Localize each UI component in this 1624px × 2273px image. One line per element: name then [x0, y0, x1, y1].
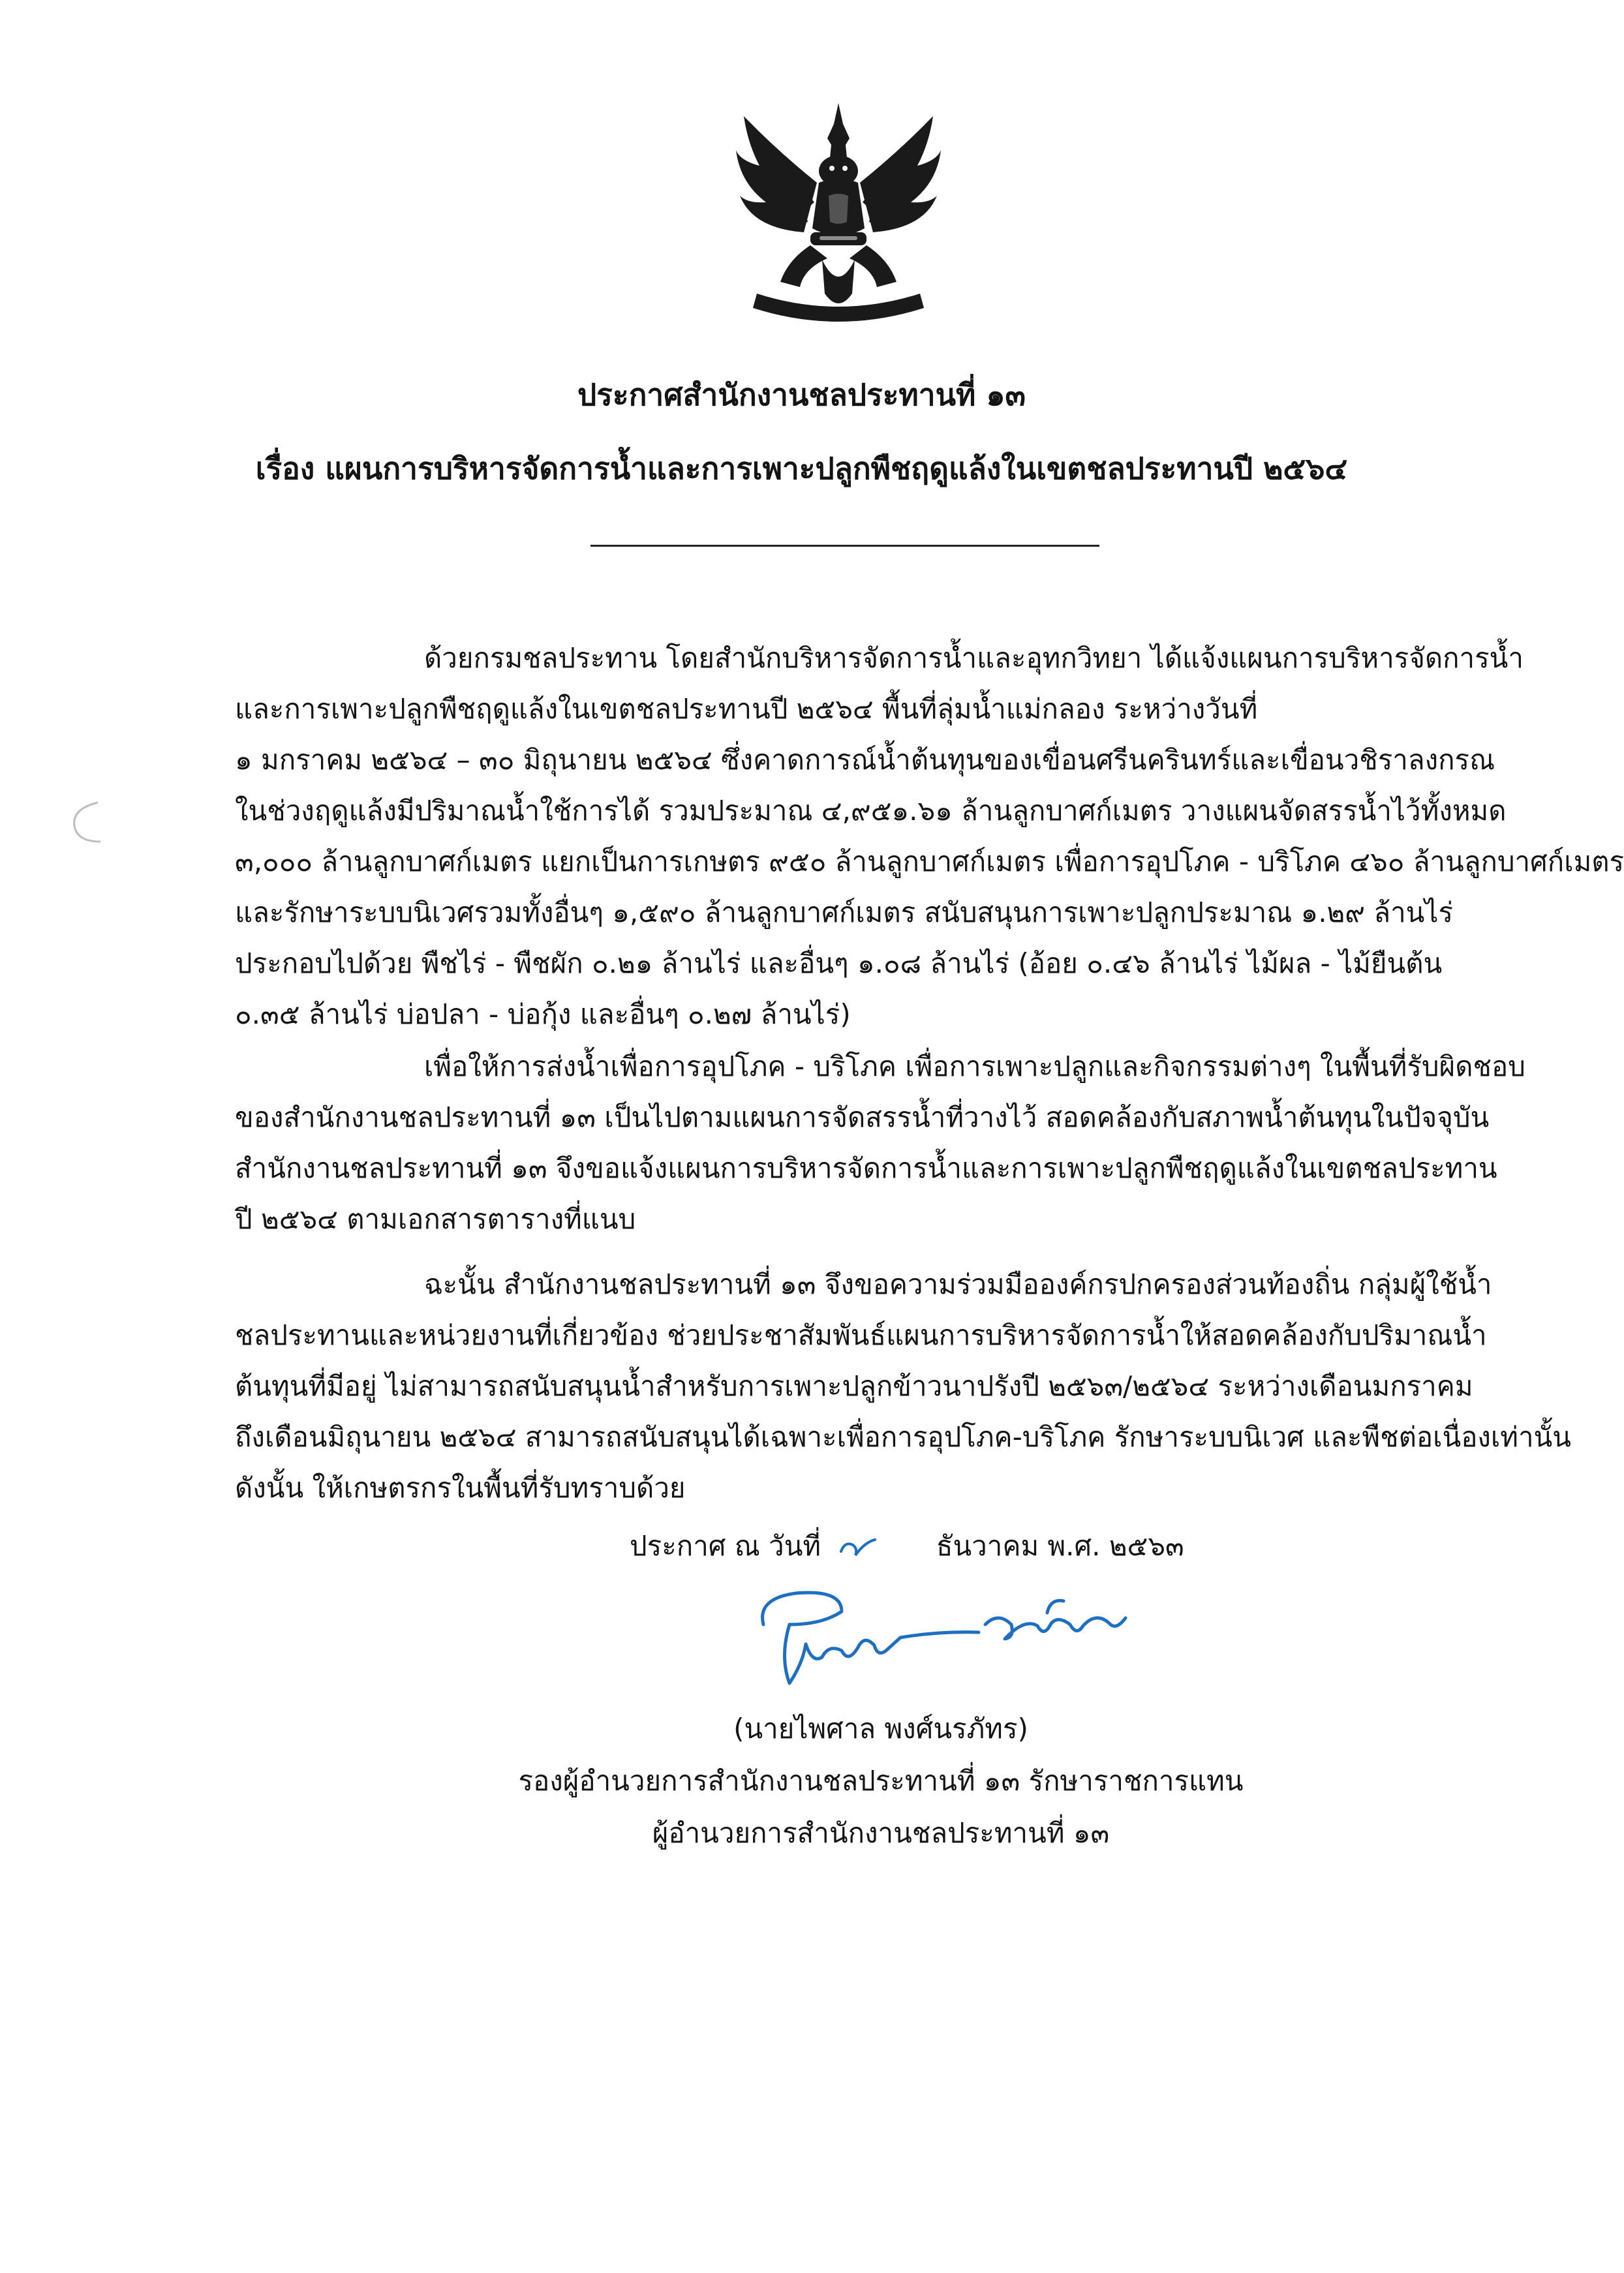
- body-paragraph-1: [235, 633, 1624, 1040]
- handwritten-signature: [744, 1585, 1148, 1696]
- announce-month-year: ธันวาคม พ.ศ. ๒๕๖๓: [936, 1530, 1184, 1562]
- announcement-title: ประกาศสำนักงานชลประทานที่ ๑๓: [577, 377, 1026, 412]
- paragraph-line: เพื่อให้การส่งน้ำเพื่อการอุปโภค - บริโภค เพื่อการเพาะปลูกและกิจกรรมต่างๆ ในพื้นที่รับผิดชอบ: [424, 1050, 1525, 1082]
- signatory-name: (นายไพศาล พงศ์นรภัทร): [733, 1713, 1028, 1745]
- paragraph-line: และการเพาะปลูกพืชฤดูแล้งในเขตชลประทานปี ๒๕๖๔ พื้นที่ลุ่มน้ำแม่กลอง ระหว่างวันที่: [235, 693, 1258, 725]
- body-paragraph-2: [235, 1041, 1525, 1245]
- paragraph-line: และรักษาระบบนิเวศรวมทั้งอื่นๆ ๑,๕๙๐ ล้านลูกบาศก์เมตร สนับสนุนการเพาะปลูกประมาณ ๑.๒๙ ล้านไร่: [235, 896, 1454, 928]
- paragraph-line: ปี ๒๕๖๔ ตามเอกสารตารางที่แนบ: [235, 1203, 636, 1235]
- announce-prefix: ประกาศ ณ วันที่: [630, 1530, 821, 1562]
- paragraph-line: ของสำนักงานชลประทานที่ ๑๓ เป็นไปตามแผนการจัดสรรน้ำที่วางไว้ สอดคล้องกับสภาพน้ำต้นทุนในปัจจุบัน: [235, 1101, 1490, 1133]
- paragraph-line: ชลประทานและหน่วยงานที่เกี่ยวข้อง ช่วยประชาสัมพันธ์แผนการบริหารจัดการน้ำให้สอดคล้องกับปริมาณน้ำ: [235, 1319, 1487, 1351]
- paragraph-line: ๓,๐๐๐ ล้านลูกบาศก์เมตร แยกเป็นการเกษตร ๙๕๐ ล้านลูกบาศก์เมตร เพื่อการอุปโภค - บริโภค ๔๖๐ ล้านลูกบาศก์เมตร: [235, 846, 1624, 877]
- title-divider: [590, 545, 1099, 547]
- handwritten-day-mark: [838, 1536, 878, 1562]
- paragraph-line: ถึงเดือนมิถุนายน ๒๕๖๔ สามารถสนับสนุนได้เฉพาะเพื่อการอุปโภค-บริโภค รักษาระบบนิเวศ และพืชต่อเนื่องเท่านั้น: [235, 1421, 1571, 1453]
- paragraph-line: ฉะนั้น สำนักงานชลประทานที่ ๑๓ จึงขอความร่วมมือองค์กรปกครองส่วนท้องถิ่น กลุ่มผู้ใช้น้ำ: [424, 1268, 1492, 1300]
- paragraph-line: ๐.๓๕ ล้านไร่ บ่อปลา - บ่อกุ้ง และอื่นๆ ๐.๒๗ ล้านไร่): [235, 998, 851, 1030]
- paragraph-line: ดังนั้น ให้เกษตรกรในพื้นที่รับทราบด้วย: [235, 1472, 686, 1504]
- announcement-subject: เรื่อง แผนการบริหารจัดการน้ำและการเพาะปลูกพืชฤดูแล้งในเขตชลประทานปี ๒๕๖๔: [255, 451, 1348, 486]
- announcement-date: [630, 1527, 1184, 1566]
- paragraph-line: ด้วยกรมชลประทาน โดยสำนักบริหารจัดการน้ำและอุทกวิทยา ได้แจ้งแผนการบริหารจัดการน้ำ: [424, 642, 1524, 674]
- signatory-position: รองผู้อำนวยการสำนักงานชลประทานที่ ๑๓ รักษาราชการแทน: [518, 1765, 1244, 1797]
- paragraph-line: ๑ มกราคม ๒๕๖๔ – ๓๐ มิถุนายน ๒๕๖๔ ซึ่งคาดการณ์น้ำต้นทุนของเขื่อนศรีนครินทร์และเขื่อนวชิราลงกรณ: [235, 744, 1495, 776]
- punch-hole-mark: [65, 796, 111, 848]
- garuda-emblem-icon: [731, 98, 946, 339]
- body-paragraph-3: [235, 1259, 1571, 1514]
- signatory-position-2: ผู้อำนวยการสำนักงานชลประทานที่ ๑๓: [652, 1817, 1110, 1849]
- paragraph-line: ประกอบไปด้วย พืชไร่ - พืชผัก ๐.๒๑ ล้านไร่ และอื่นๆ ๑.๐๘ ล้านไร่ (อ้อย ๐.๔๖ ล้านไร่ ไม้ผล - ไม้ยืนต้น: [235, 947, 1443, 979]
- paragraph-line: ต้นทุนที่มีอยู่ ไม่สามารถสนับสนุนน้ำสำหรับการเพาะปลูกข้าวนาปรังปี ๒๕๖๓/๒๕๖๔ ระหว่างเดือนมกราคม: [235, 1370, 1473, 1402]
- paragraph-line: ในช่วงฤดูแล้งมีปริมาณน้ำใช้การได้ รวมประมาณ ๔,๙๕๑.๖๑ ล้านลูกบาศก์เมตร วางแผนจัดสรรน้ำไว้ทั้งหมด: [235, 795, 1507, 827]
- paragraph-line: สำนักงานชลประทานที่ ๑๓ จึงขอแจ้งแผนการบริหารจัดการน้ำและการเพาะปลูกพืชฤดูแล้งในเขตชลประทาน: [235, 1152, 1497, 1184]
